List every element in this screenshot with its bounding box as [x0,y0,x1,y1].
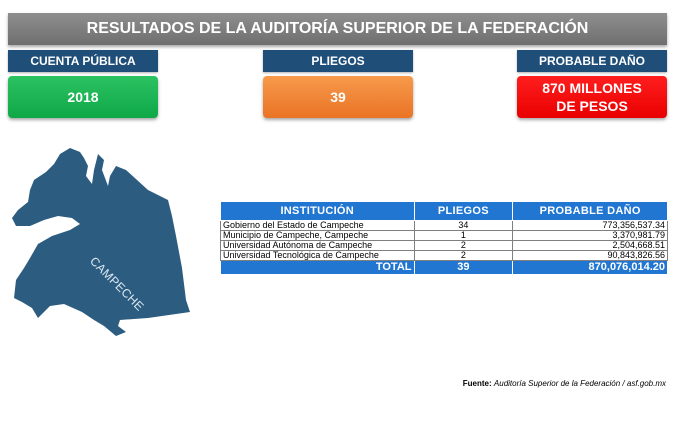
pliegos-label: PLIEGOS [263,50,413,72]
cell-pliegos: 2 [414,251,513,261]
cell-pliegos: 2 [414,241,513,251]
source-label: Fuente: [462,379,492,388]
cell-institucion: Municipio de Campeche, Campeche [221,231,415,241]
pliegos-value: 39 [263,76,413,118]
results-table [220,201,668,275]
cell-institucion: Gobierno del Estado de Campeche [221,221,415,231]
campeche-map [8,140,193,340]
header-probable-dano: PROBABLE DAÑO [513,202,668,221]
total-label: TOTAL [221,261,415,275]
total-pliegos: 39 [414,261,513,275]
cuenta-publica-label: CUENTA PÚBLICA [8,50,158,72]
campeche-state-shape [12,148,190,336]
source-note [463,379,666,388]
header-institucion: INSTITUCIÓN [221,202,415,221]
cell-pliegos: 1 [414,231,513,241]
cell-institucion: Universidad Tecnológica de Campeche [221,251,415,261]
cell-dano: 773,356,537.34 [513,221,668,231]
cell-pliegos: 34 [414,221,513,231]
table-row [221,221,668,231]
probable-dano-value: 870 MILLONES DE PESOS [517,76,667,118]
table-row [221,231,668,241]
total-row [221,261,668,275]
page-title: RESULTADOS DE LA AUDITORÍA SUPERIOR DE LA FEDERACIÓN [8,13,667,45]
source-text: Auditoría Superior de la Federación / asf.gob.mx [493,379,666,388]
total-dano: 870,076,014.20 [513,261,668,275]
cell-dano: 3,370,981.79 [513,231,668,241]
cell-dano: 2,504,668.51 [513,241,668,251]
cell-dano: 90,843,826.56 [513,251,668,261]
header-pliegos: PLIEGOS [414,202,513,221]
probable-dano-label: PROBABLE DAÑO [517,50,667,72]
cuenta-publica-value: 2018 [8,76,158,118]
cell-institucion: Universidad Autónoma de Campeche [221,241,415,251]
table-header-row [221,202,668,221]
map-label: CAMPECHE [87,254,147,314]
table-row [221,251,668,261]
table-row [221,241,668,251]
